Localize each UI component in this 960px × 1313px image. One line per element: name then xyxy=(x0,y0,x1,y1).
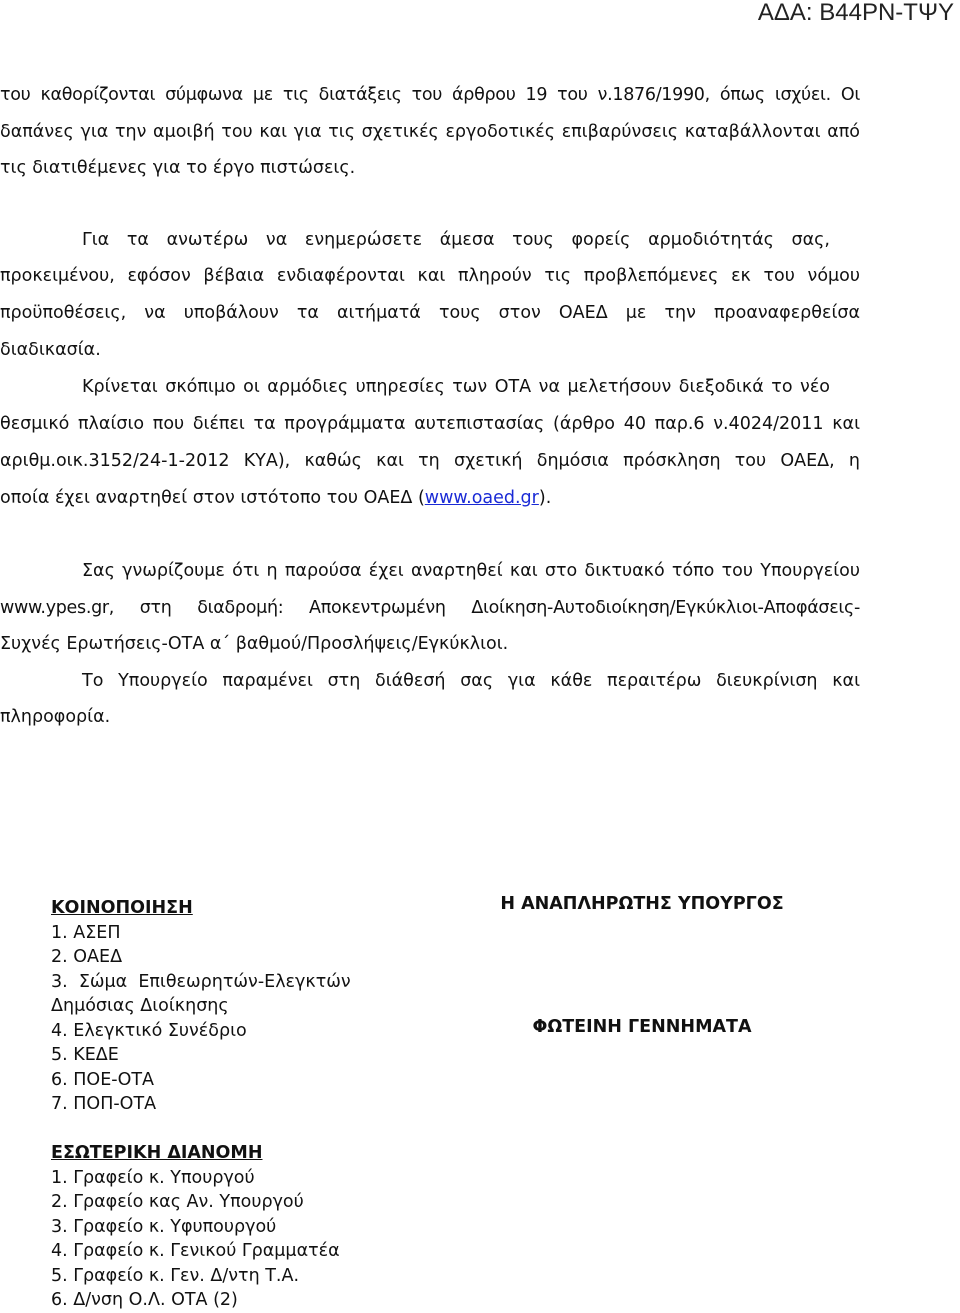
paragraph-5-line-2: πληροφορία. xyxy=(0,707,111,727)
paragraph-1-line-3: τις διατιθέμενες για το έργο πιστώσεις. xyxy=(0,158,356,178)
list-item: 5. ΚΕΔΕ xyxy=(51,1045,119,1065)
ada-code: ΑΔΑ: Β44ΡΝ-ΤΨΥ xyxy=(757,0,954,26)
paragraph-3-text: οποία έχει αναρτηθεί στον ιστότοπο του ΟΑΕΔ ( xyxy=(0,488,425,508)
list-item: 2. ΟΑΕΔ xyxy=(51,947,123,967)
paragraph-3-text-end: ). xyxy=(538,488,552,508)
list-item: 3. Γραφείο κ. Υφυπουργού xyxy=(51,1216,277,1237)
list-item: 4. Ελεγκτικό Συνέδριο xyxy=(51,1020,247,1041)
paragraph-1-line-1: του καθορίζονται σύμφωνα με τις διατάξεις του άρθρου 19 του ν.1876/1990, όπως ισχύει. Οι xyxy=(0,85,860,105)
oaed-link[interactable]: www.oaed.gr xyxy=(424,488,539,508)
paragraph-3-line-1: Κρίνεται σκόπιμο οι αρμόδιες υπηρεσίες των ΟΤΑ να μελετήσουν διεξοδικά το νέο xyxy=(82,377,830,397)
paragraph-4-line-1: Σας γνωρίζουμε ότι η παρούσα έχει αναρτηθεί και στο δικτυακό τόπο του Υπουργείου xyxy=(82,561,860,581)
paragraph-2-line-3: προϋποθέσεις, να υποβάλουν τα αιτήματά τους στον ΟΑΕΔ με την προαναφερθείσα xyxy=(0,303,860,323)
koinopoiisi-section xyxy=(51,896,351,1117)
paragraph-3-line-4 xyxy=(0,487,860,509)
paragraph-4-line-3: Συχνές Ερωτήσεις-ΟΤΑ α΄ βαθμού/Προσλήψεις/Εγκύκλιοι. xyxy=(0,634,509,654)
list-item: 6. Δ/νση Ο.Λ. ΟΤΑ (2) xyxy=(51,1290,238,1310)
paragraph-2-line-1: Για τα ανωτέρω να ενημερώσετε άμεσα τους φορείς αρμοδιότητάς σας, xyxy=(82,230,830,250)
paragraph-5-line-1: Το Υπουργείο παραμένει στη διάθεσή σας για κάθε περαιτέρω διευκρίνιση και xyxy=(82,671,860,691)
list-item: 2. Γραφείο κας Αν. Υπουργού xyxy=(51,1192,304,1212)
list-item: 5. Γραφείο κ. Γεν. Δ/ντη Τ.Α. xyxy=(51,1265,300,1286)
list-item: 7. ΠΟΠ-ΟΤΑ xyxy=(51,1094,157,1114)
paragraph-4-line-2: www.ypes.gr, στη διαδρομή: Αποκεντρωμένη Διοίκηση-Αυτοδιοίκηση/Εγκύκλιοι-Αποφάσεις- xyxy=(0,598,860,618)
paragraph-3-line-3: αριθμ.οικ.3152/24-1-2012 ΚΥΑ), καθώς και τη σχετική δημόσια πρόσκληση του ΟΑΕΔ, η xyxy=(0,451,860,471)
signature-role: Η ΑΝΑΠΛΗΡΩΤΗΣ ΥΠΟΥΡΓΟΣ xyxy=(500,894,784,914)
paragraph-2-line-4: διαδικασία. xyxy=(0,340,101,360)
esoteriki-dianomi-title: ΕΣΩΤΕΡΙΚΗ ΔΙΑΝΟΜΗ xyxy=(51,1143,263,1163)
paragraph-1-line-2: δαπάνες για την αμοιβή του και για τις σχετικές εργοδοτικές επιβαρύνσεις καταβάλλονται από xyxy=(0,122,860,142)
signature-name: ΦΩΤΕΙΝΗ ΓΕΝΝΗΜΑΤΑ xyxy=(532,1017,752,1037)
koinopoiisi-title: ΚΟΙΝΟΠΟΙΗΣΗ xyxy=(51,898,193,918)
list-item: Δημόσιας Διοίκησης xyxy=(51,996,229,1016)
list-item: 1. Γραφείο κ. Υπουργού xyxy=(51,1167,255,1188)
list-item: 6. ΠΟΕ-ΟΤΑ xyxy=(51,1069,155,1090)
esoteriki-dianomi-section xyxy=(51,1141,340,1313)
paragraph-3-line-2: θεσμικό πλαίσιο που διέπει τα προγράμματα αυτεπιστασίας (άρθρο 40 παρ.6 ν.4024/2011 και xyxy=(0,414,860,434)
paragraph-2-line-2: προκειμένου, εφόσον βέβαια ενδιαφέρονται και πληρούν τις προβλεπόμενες εκ του νόμου xyxy=(0,266,860,286)
list-item: 1. ΑΣΕΠ xyxy=(51,922,121,943)
list-item: 4. Γραφείο κ. Γενικού Γραμματέα xyxy=(51,1241,340,1261)
list-item: 3. Σώμα Επιθεωρητών-Ελεγκτών xyxy=(51,971,351,992)
